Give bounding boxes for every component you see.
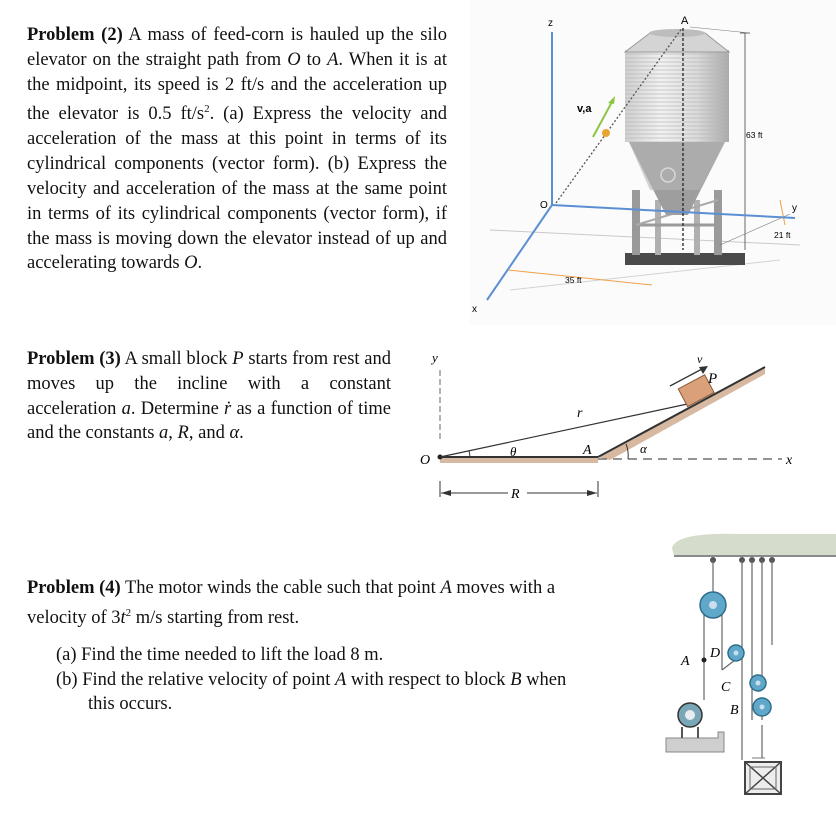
pulley-figure <box>0 520 836 826</box>
point-a-label: A <box>583 443 592 458</box>
theta-label: θ <box>510 444 517 459</box>
block-p-label: P <box>708 371 718 387</box>
pulley-c-label: C <box>721 680 731 695</box>
r-label: r <box>577 406 583 421</box>
problem-4-item-a: (a) Find the time needed to lift the load 8 m. <box>56 644 384 665</box>
y-axis-label: y <box>432 350 438 365</box>
problem-4-heading: Problem (4) <box>27 578 121 598</box>
silo-figure <box>0 0 836 340</box>
axis-y-label: y <box>792 203 797 214</box>
pulley-d-label: D <box>710 646 721 661</box>
velocity-v-label: v <box>697 352 703 366</box>
alpha-label: α <box>640 441 647 456</box>
point-a-label: A <box>681 15 689 27</box>
problem-4-item-b: (b) Find the relative velocity of point A with respect to block B when this occurs. <box>56 669 567 715</box>
height-label: 63 ft <box>746 130 763 140</box>
pulley-b-label: B <box>730 703 739 718</box>
axis-x-label: x <box>472 304 477 315</box>
origin-label: O <box>420 453 431 468</box>
distance-label: 35 ft <box>565 275 582 285</box>
problem-2-heading: Problem (2) <box>27 25 123 45</box>
x-axis-label: x <box>786 453 793 468</box>
problem-3-heading: Problem (3) <box>27 349 121 369</box>
origin-o-label: O <box>540 200 548 211</box>
velocity-acceleration-label: v,a <box>577 103 592 115</box>
radius-label: 21 ft <box>774 230 791 240</box>
incline-figure <box>0 340 836 520</box>
point-a-label: A <box>681 654 690 669</box>
problem-3-text: Problem (3) A small block P starts from rest and moves up the incline with a constant acceleration a. Determine ṙ as a function of time and the constants a, R, and α. <box>27 349 392 444</box>
axis-z-label: z <box>548 18 553 29</box>
problem-4-statement: Problem (4) The motor winds the cable such that point A moves with a velocity of $3t^2$ m/s starting from rest. <box>27 578 556 628</box>
r-dimension-label: R <box>511 487 520 502</box>
problem-2-text: Problem (2) A mass of feed-corn is hauled up the silo elevator on the straight path from O to A. When it is at the midpoint, its speed is 2 ft/s and the acceleration up the elevator is 0.5 $ft/s^2$. (a) Express the velocity and acceleration of the mass at this point in terms of its cylindrical components (vector form). (b) Express the velocity and acceleration of the mass at the same point in terms of its cylindrical components (vector form), if the mass is moving down the elevator instead of up and accelerating towards O. <box>27 25 448 274</box>
